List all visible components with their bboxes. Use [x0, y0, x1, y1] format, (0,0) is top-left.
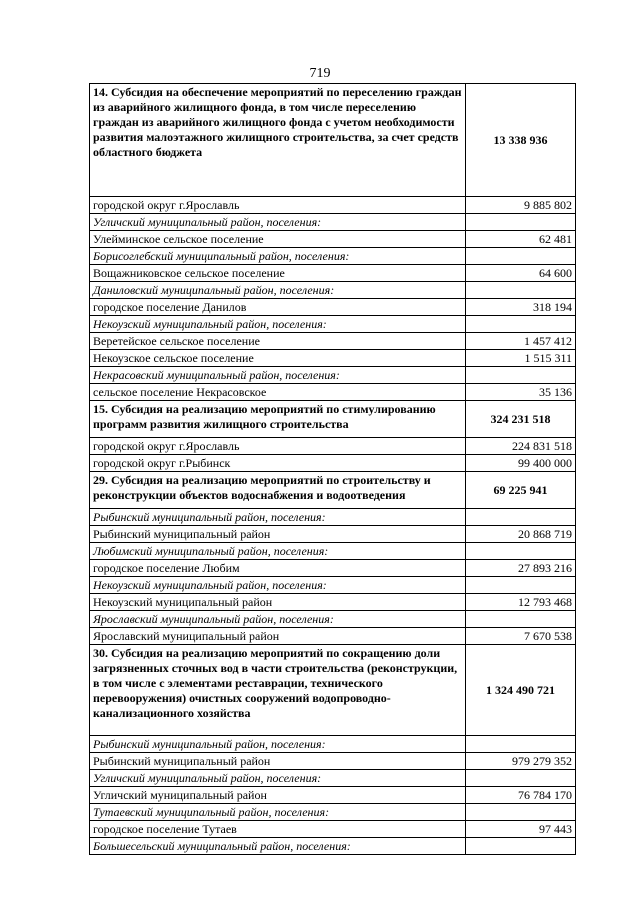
recipient-name: Угличский муниципальный район — [90, 787, 466, 804]
district-name: Ярославский муниципальный район, поселения: — [90, 611, 466, 628]
table-row — [90, 350, 576, 367]
section-title: 29. Субсидия на реализацию мероприятий по строительству и реконструкции объектов водоснабжения и водоотведения — [90, 472, 466, 509]
district-row — [90, 282, 576, 299]
amount-cell — [466, 214, 576, 231]
district-name: Даниловский муниципальный район, поселения: — [90, 282, 466, 299]
amount-cell: 20 868 719 — [466, 526, 576, 543]
district-name: Угличский муниципальный район, поселения: — [90, 214, 466, 231]
amount-cell: 7 670 538 — [466, 628, 576, 645]
recipient-name: Улейминское сельское поселение — [90, 231, 466, 248]
amount-cell — [466, 804, 576, 821]
district-row — [90, 509, 576, 526]
amount-cell — [466, 367, 576, 384]
recipient-name: Некоузское сельское поселение — [90, 350, 466, 367]
recipient-name: городской округ г.Ярославль — [90, 438, 466, 455]
district-name: Тутаевский муниципальный район, поселения: — [90, 804, 466, 821]
district-row — [90, 736, 576, 753]
table-row — [90, 438, 576, 455]
table-row — [90, 821, 576, 838]
district-name: Любимский муниципальный район, поселения: — [90, 543, 466, 560]
amount-cell: 224 831 518 — [466, 438, 576, 455]
recipient-name: Рыбинский муниципальный район — [90, 753, 466, 770]
district-row — [90, 838, 576, 855]
amount-cell: 99 400 000 — [466, 455, 576, 472]
district-row — [90, 248, 576, 265]
recipient-name: городское поселение Данилов — [90, 299, 466, 316]
recipient-name: Вощажниковское сельское поселение — [90, 265, 466, 282]
table-row — [90, 628, 576, 645]
amount-cell: 62 481 — [466, 231, 576, 248]
recipient-name: Ярославский муниципальный район — [90, 628, 466, 645]
district-row — [90, 804, 576, 821]
district-name: Некоузский муниципальный район, поселения: — [90, 316, 466, 333]
table-row — [90, 299, 576, 316]
district-name: Борисоглебский муниципальный район, поселения: — [90, 248, 466, 265]
amount-cell — [466, 543, 576, 560]
amount-cell — [466, 770, 576, 787]
subsidy-table-body — [90, 84, 576, 855]
amount-cell: 35 136 — [466, 384, 576, 401]
amount-cell — [466, 611, 576, 628]
amount-cell: 64 600 — [466, 265, 576, 282]
section-header-row — [90, 84, 576, 197]
district-row — [90, 770, 576, 787]
table-row — [90, 231, 576, 248]
amount-cell: 9 885 802 — [466, 197, 576, 214]
section-total-amount: 13 338 936 — [466, 84, 576, 197]
table-row — [90, 197, 576, 214]
section-header-row — [90, 401, 576, 438]
amount-cell: 76 784 170 — [466, 787, 576, 804]
recipient-name: городское поселение Любим — [90, 560, 466, 577]
district-name: Рыбинский муниципальный район, поселения: — [90, 509, 466, 526]
table-row — [90, 455, 576, 472]
section-total-amount: 69 225 941 — [466, 472, 576, 509]
recipient-name: городской округ г.Рыбинск — [90, 455, 466, 472]
district-row — [90, 316, 576, 333]
table-row — [90, 753, 576, 770]
amount-cell: 27 893 216 — [466, 560, 576, 577]
amount-cell — [466, 509, 576, 526]
amount-cell — [466, 282, 576, 299]
table-row — [90, 560, 576, 577]
district-row — [90, 611, 576, 628]
district-name: Рыбинский муниципальный район, поселения: — [90, 736, 466, 753]
section-title: 15. Субсидия на реализацию мероприятий по стимулированию программ развития жилищного строительства — [90, 401, 466, 438]
table-row — [90, 265, 576, 282]
recipient-name: Рыбинский муниципальный район — [90, 526, 466, 543]
table-row — [90, 333, 576, 350]
recipient-name: сельское поселение Некрасовское — [90, 384, 466, 401]
district-row — [90, 543, 576, 560]
amount-cell: 318 194 — [466, 299, 576, 316]
district-name: Некрасовский муниципальный район, поселения: — [90, 367, 466, 384]
amount-cell — [466, 577, 576, 594]
district-name: Угличский муниципальный район, поселения: — [90, 770, 466, 787]
recipient-name: Некоузский муниципальный район — [90, 594, 466, 611]
section-header-row — [90, 472, 576, 509]
page-number: 719 — [309, 66, 331, 81]
section-title: 30. Субсидия на реализацию мероприятий по сокращению доли загрязненных сточных вод в части строительства (реконструкции, в том числе с элементами реставрации, технического перевооружения) очистных сооружений водопроводно-канализационного хозяйства — [90, 645, 466, 736]
amount-cell: 97 443 — [466, 821, 576, 838]
amount-cell — [466, 248, 576, 265]
district-name: Большесельский муниципальный район, поселения: — [90, 838, 466, 855]
recipient-name: городской округ г.Ярославль — [90, 197, 466, 214]
section-total-amount: 324 231 518 — [466, 401, 576, 438]
table-row — [90, 594, 576, 611]
recipient-name: Веретейское сельское поселение — [90, 333, 466, 350]
section-header-row — [90, 645, 576, 736]
amount-cell — [466, 736, 576, 753]
district-row — [90, 214, 576, 231]
amount-cell — [466, 838, 576, 855]
subsidy-table — [89, 83, 576, 855]
amount-cell: 12 793 468 — [466, 594, 576, 611]
district-row — [90, 577, 576, 594]
table-row — [90, 787, 576, 804]
amount-cell: 979 279 352 — [466, 753, 576, 770]
district-row — [90, 367, 576, 384]
amount-cell — [466, 316, 576, 333]
amount-cell: 1 515 311 — [466, 350, 576, 367]
table-row — [90, 526, 576, 543]
recipient-name: городское поселение Тутаев — [90, 821, 466, 838]
table-row — [90, 384, 576, 401]
section-total-amount: 1 324 490 721 — [466, 645, 576, 736]
district-name: Некоузский муниципальный район, поселения: — [90, 577, 466, 594]
amount-cell: 1 457 412 — [466, 333, 576, 350]
section-title: 14. Субсидия на обеспечение мероприятий по переселению граждан из аварийного жилищного фонда, в том числе переселению граждан из аварийного жилищного фонда с учетом необходимости развития малоэтажного жилищного строительства, за счет средств областного бюджета — [90, 84, 466, 197]
